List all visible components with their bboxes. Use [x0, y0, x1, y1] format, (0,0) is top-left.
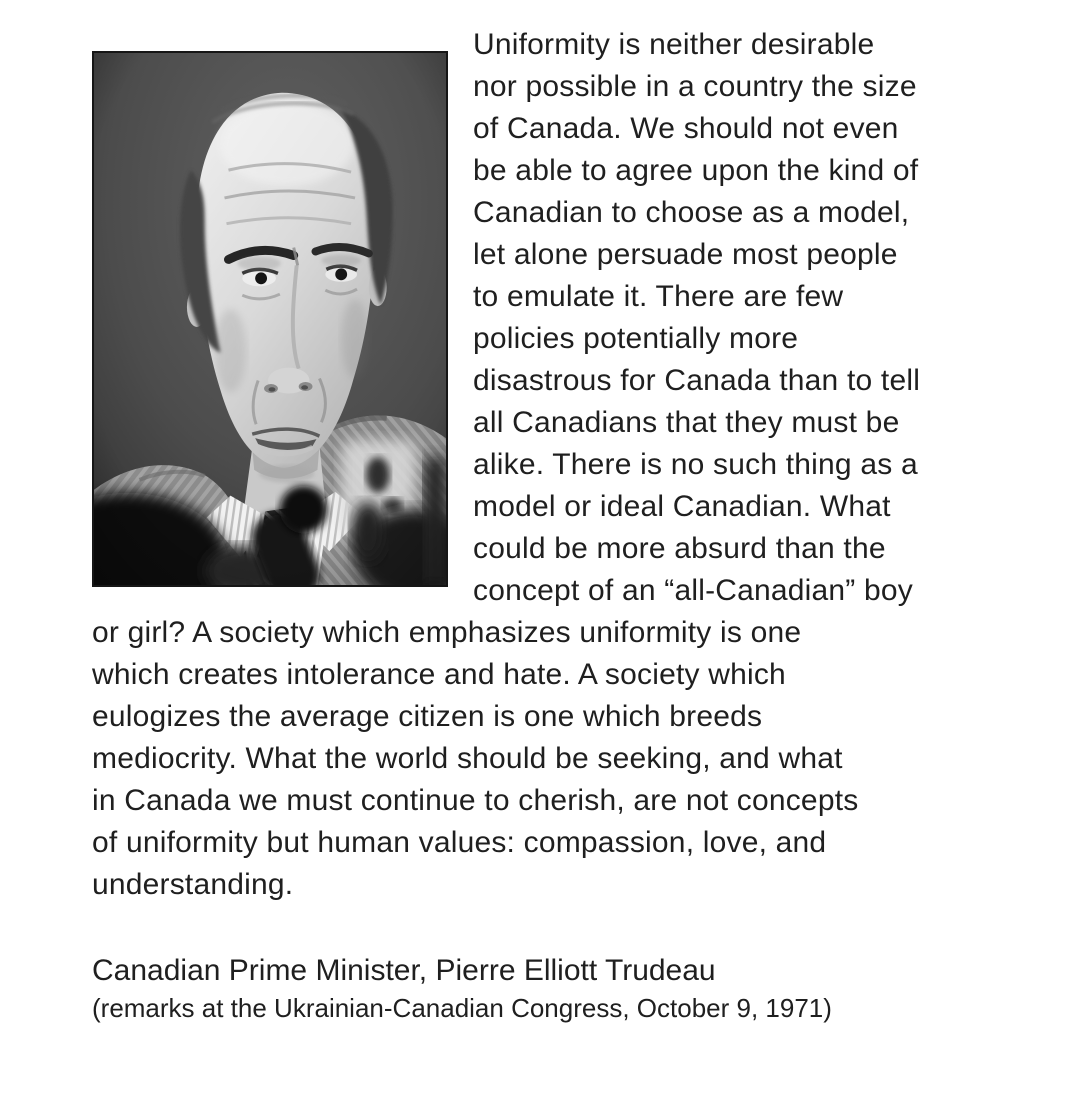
- quote-line: let alone persuade most people: [473, 238, 898, 271]
- attribution: [92, 951, 832, 1025]
- quote-line: to emulate it. There are few: [473, 280, 844, 313]
- attribution-source: (remarks at the Ukrainian-Canadian Congress, October 9, 1971): [92, 993, 832, 1023]
- quote-text-beside-photo: [473, 24, 1065, 612]
- trudeau-photo: [92, 51, 448, 587]
- quote-line: be able to agree upon the kind of: [473, 154, 919, 187]
- quote-line: in Canada we must continue to cherish, are not concepts: [92, 784, 859, 817]
- quote-line: or girl? A society which emphasizes uniformity is one: [92, 616, 802, 649]
- quote-line: of uniformity but human values: compassion, love, and: [92, 826, 827, 859]
- quote-line: Uniformity is neither desirable: [473, 28, 875, 61]
- quote-line: which creates intolerance and hate. A society which: [92, 658, 786, 691]
- attribution-speaker: Canadian Prime Minister, Pierre Elliott Trudeau: [92, 954, 716, 987]
- quote-line: eulogizes the average citizen is one which breeds: [92, 700, 763, 733]
- quote-line: disastrous for Canada than to tell: [473, 364, 921, 397]
- quote-line: Canadian to choose as a model,: [473, 196, 910, 229]
- quote-line: understanding.: [92, 868, 294, 901]
- quote-text-full-width: [92, 612, 1057, 906]
- quote-line: mediocrity. What the world should be seeking, and what: [92, 742, 843, 775]
- quote-line: policies potentially more: [473, 322, 799, 355]
- quote-line: all Canadians that they must be: [473, 406, 900, 439]
- quote-line: of Canada. We should not even: [473, 112, 899, 145]
- quote-line: nor possible in a country the size: [473, 70, 917, 103]
- quote-line: concept of an “all-Canadian” boy: [473, 574, 913, 607]
- trudeau-photo-illustration: [94, 53, 446, 585]
- quote-line: alike. There is no such thing as a: [473, 448, 918, 481]
- quote-line: could be more absurd than the: [473, 532, 886, 565]
- quote-line: model or ideal Canadian. What: [473, 490, 891, 523]
